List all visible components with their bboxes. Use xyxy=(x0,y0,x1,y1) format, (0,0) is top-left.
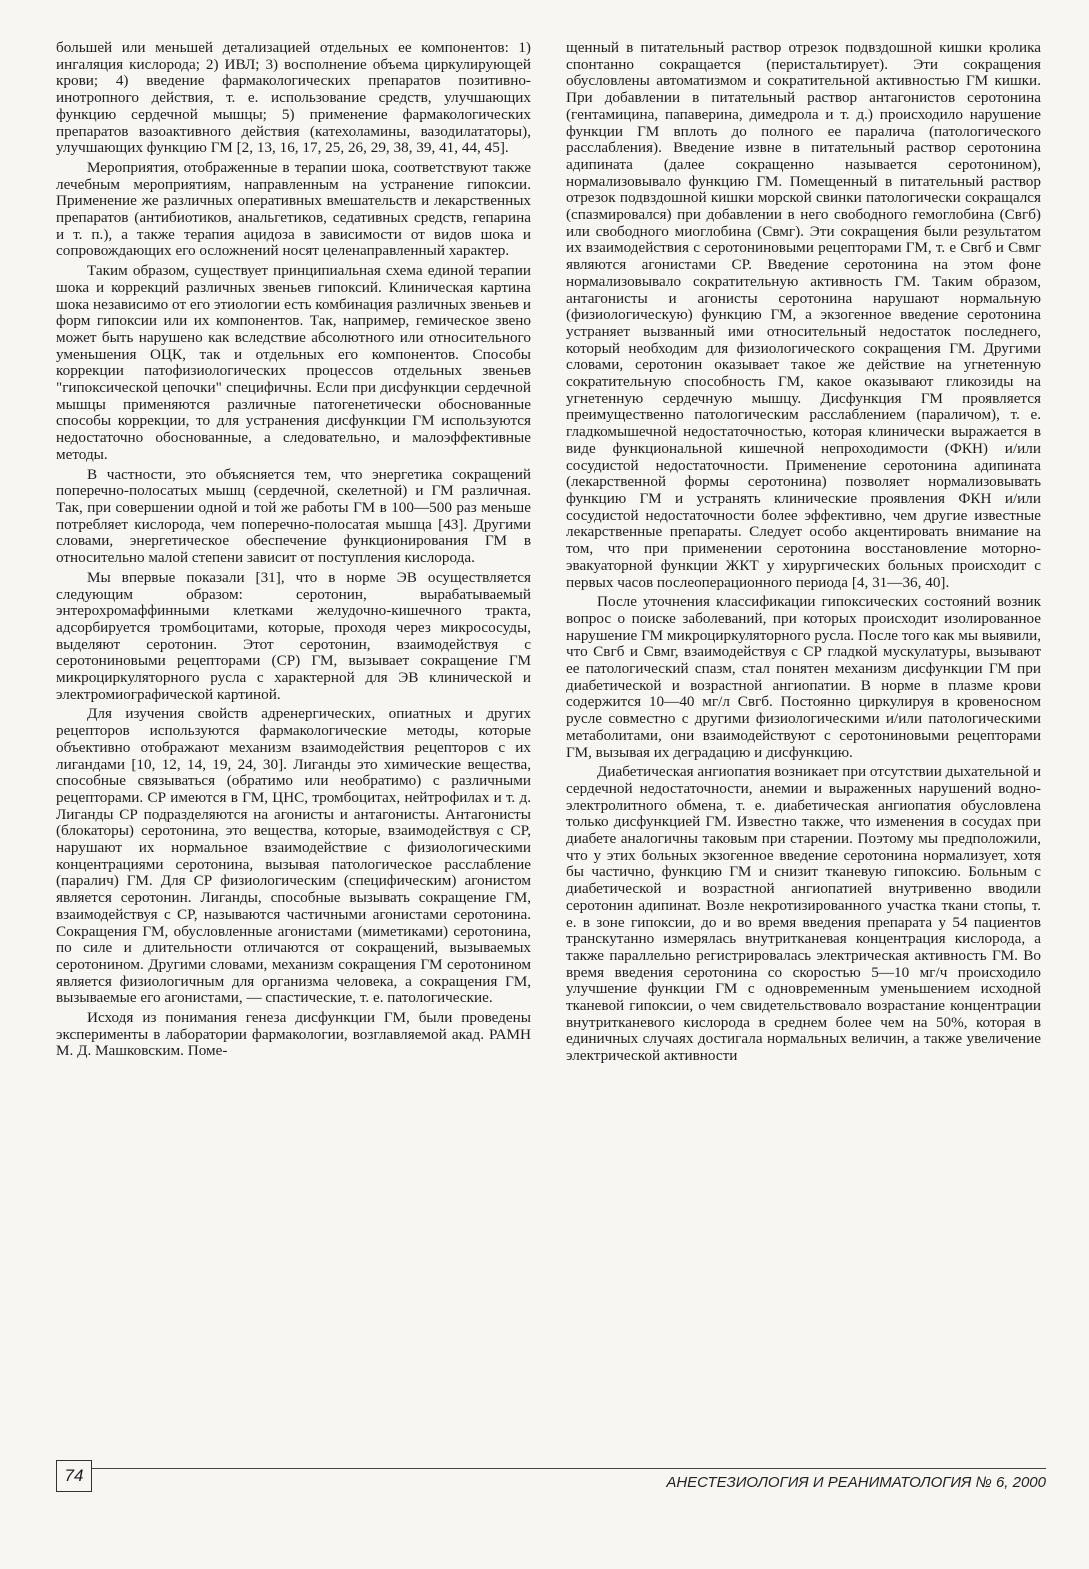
footer-rule xyxy=(56,1468,1046,1469)
paragraph: Для изучения свойств адренергических, опиатных и других рецепторов используются фармакологические методы, которые объективно отображают механизм взаимодействия рецепторов с их лигандами [10, 12, 14, 19, 24, 30]. Лиганды это химические вещества, способные связываться (обратимо или необратимо) с различными рецепторами. СР имеются в ГМ, ЦНС, тромбоцитах, нейтрофилах и т. д. Лиганды СР подразделяются на агонисты и антагонисты. Антагонисты (блокаторы) серотонина, это вещества, которые, взаимодействуя с СР, нарушают их нормальное взаимодействие с физиологическими концентрациями серотонина, вызывая патологическое расслабление (паралич) ГМ. Для СР физиологическим (специфическим) агонистом является серотонин. Лиганды, способные вызывать сокращение ГМ, взаимодействуя с СР, называются частичными агонистами серотонина. Сокращения ГМ, обусловленные агонистами (миметиками) серотонина, по силе и длительности отличаются от сокращений, вызываемых серотонином. Другими словами, механизм сокращения ГМ серотонином является физиологичным для организма человека, а сокращения ГМ, вызываемые его агонистами, — спастические, т. е. патологические. xyxy=(56,705,531,1007)
paragraph: Мы впервые показали [31], что в норме ЭВ осуществляется следующим образом: серотонин, вырабатываемый энтерохромаффинными клетками желудочно-кишечного тракта, адсорбируется тромбоцитами, которые, проходя через микрососуды, выделяют серотонин. Этот серотонин, взаимодействуя с серотониновыми рецепторами (СР) ГМ, вызывает сокращение ГМ микроциркуляторного русла с характерной для ЭВ клинической и электромиографической картиной. xyxy=(56,568,531,703)
paragraph: Таким образом, существует принципиальная схема единой терапии шока и коррекций различных звеньев гипоксий. Клиническая картина шока независимо от его этиологии есть комбинация различных звеньев и форм гипоксии или их компонентов. Так, например, гемическое звено может быть нарушено как вследствие абсолютного или относительного уменьшения ОЦК, так и отдельных его компонентов. Способы коррекции патофизиологических процессов отдельных звеньев "гипоксической цепочки" специфичны. Если при дисфункции сердечной мышцы применяются различные патогенетически обоснованные способы коррекции, то для устранения дисфункции ГМ используются недостаточно обоснованные, а следовательно, и малоэффективные методы. xyxy=(56,262,531,463)
paragraph: В частности, это объясняется тем, что энергетика сокращений поперечно-полосатых мышц (сердечной, скелетной) и ГМ различная. Так, при совершении одной и той же работы ГМ в 100—500 раз меньше потребляет кислорода, чем поперечно-полосатая мышца [43]. Другими словами, энергетическое обеспечение функционирования ГМ в относительно малой степени зависит от поступления кислорода. xyxy=(56,465,531,567)
paragraph: Исходя из понимания генеза дисфункции ГМ, были проведены эксперименты в лаборатории фармакологии, возглавляемой акад. РАМН М. Д. Машковским. Поме- xyxy=(56,1009,531,1060)
paragraph: После уточнения классификации гипоксических состояний возник вопрос о поиске заболеваний, при которых происходит изолированное нарушение ГМ микроциркуляторного русла. После того как мы выявили, что Свгб и Свмг, взаимодействуя с СР гладкой мускулатуры, вызывают ее патологический спазм, стал понятен механизм дисфункции ГМ при диабетической и возрастной ангиопатии. В норме в плазме крови содержится 10—40 мг/л Свгб. Постоянно циркулируя в кровеносном русле совместно с другими физиологическими и/или патологическими метаболитами, они взаимодействуют с серотониновыми рецепторами ГМ, вызывая их деградацию и дисфункцию. xyxy=(566,593,1041,761)
paragraph: большей или меньшей детализацией отдельных ее компонентов: 1) ингаляция кислорода; 2) ИВЛ; 3) восполнение объема циркулирующей крови; 4) введение фармакологических препаратов позитивно-инотропного действия, т. е. использование средств, улучшающих функцию сердечной мышцы; 5) применение фармакологических препаратов вазоактивного действия (катехоламины, вазодилататоры), улучшающих функцию ГМ [2, 13, 16, 17, 25, 26, 29, 38, 39, 41, 44, 45]. xyxy=(56,39,531,157)
paragraph: щенный в питательный раствор отрезок подвздошной кишки кролика спонтанно сокращается (перистальтирует). Эти сокращения обусловлены автоматизмом и сократительной активностью ГМ кишки. При добавлении в питательный раствор антагонистов серотонина (гентамицина, папаверина, димедрола и т. д.) происходило нарушение функции ГМ вплоть до полного ее паралича (патологического расслабления). Введение извне в питательный раствор серотонина адипината (далее сокращенно называется серотонином), нормализовывало функцию ГМ. Помещенный в питательный раствор отрезок подвздошной кишки морской свинки патологически сокращался (спазмировался) при добавлении в него свободного гемоглобина (Свгб) или свободного миоглобина (Свмг). Эти сокращения были результатом их взаимодействия с серотониновыми рецепторами ГМ, т. е Свгб и Свмг являются агонистами СР. Введение серотонина на этом фоне нормализовывало сократительную активность ГМ. Таким образом, антагонисты и агонисты серотонина нарушают нормальную (физиологическую) функцию ГМ, а экзогенное введение серотонина устраняет вызванный ими относительный недостаток последнего, который необходим для физиологического сокращения ГМ. Другими словами, серотонин оказывает такое же действие на угнетенную сократительную способность ГМ, какое оказывают гликозиды на угнетенную сердечную мышцу. Дисфункция ГМ проявляется преимущественно патологическим расслаблением (параличом), т. е. гладкомышечной недостаточностью, которая клинически выражается в виде функциональной кишечной непроходимости (ФКН) и/или сосудистой недостаточности. Применение серотонина адипината (лекарственной формы серотонина) позволяет нормализовывать функцию ГМ и устранять клинические проявления ФКН и/или сосудистой недостаточности более эффективно, чем другие известные лекарственные препараты. Следует особо акцентировать внимание на том, что при применении серотонина восстановление моторно-эвакуаторной функции ЖКТ у хирургических больных происходит с первых часов послеоперационного периода [4, 31—36, 40]. xyxy=(566,39,1041,591)
left-column xyxy=(56,40,531,1060)
journal-footer: АНЕСТЕЗИОЛОГИЯ И РЕАНИМАТОЛОГИЯ № 6, 2000 xyxy=(666,1474,1046,1491)
paragraph: Диабетическая ангиопатия возникает при отсутствии дыхательной и сердечной недостаточности, анемии и выраженных нарушений водно-электролитного обмена, т. е. диабетическая ангиопатия обусловлена только дисфункцией ГМ. Известно также, что изменения в сосудах при диабете аналогичны таковым при старении. Поэтому мы предположили, что у этих больных экзогенное введение серотонина нормализует, хотя бы частично, функцию ГМ и снизит тканевую гипоксию. Больным с диабетической и возрастной ангиопатией внутривенно вводили серотонин адипинат. Возле некротизированного участка ткани стопы, т. е. в зоне гипоксии, до и во время введения препарата у 54 пациентов транскутанно измерялась внутритканевая концентрация кислорода, а также параллельно регистрировалась электрическая активность ГМ. Во время введения серотонина со скоростью 5—10 мг/ч происходило улучшение функции ГМ с одновременным уменьшением исходной тканевой гипоксии, о чем свидетельствовало возрастание концентрации внутритканевого кислорода в среднем более чем на 50%, которая в единичных случаях достигала нормальных величин, а также увеличение электрической активности xyxy=(566,763,1042,1065)
page-number: 74 xyxy=(56,1460,92,1492)
paragraph: Мероприятия, отображенные в терапии шока, соответствуют также лечебным мероприятиям, направленным на устранение гипоксии. Применение же различных оперативных вмешательств и лекарственных препаратов (антибиотиков, анальгетиков, седативных средств, гепарина и т. п.), а также терапия ацидоза в зависимости от видов шока и сопровождающих его осложнений носят целенаправленный характер. xyxy=(56,158,531,260)
right-column xyxy=(566,40,1041,1065)
